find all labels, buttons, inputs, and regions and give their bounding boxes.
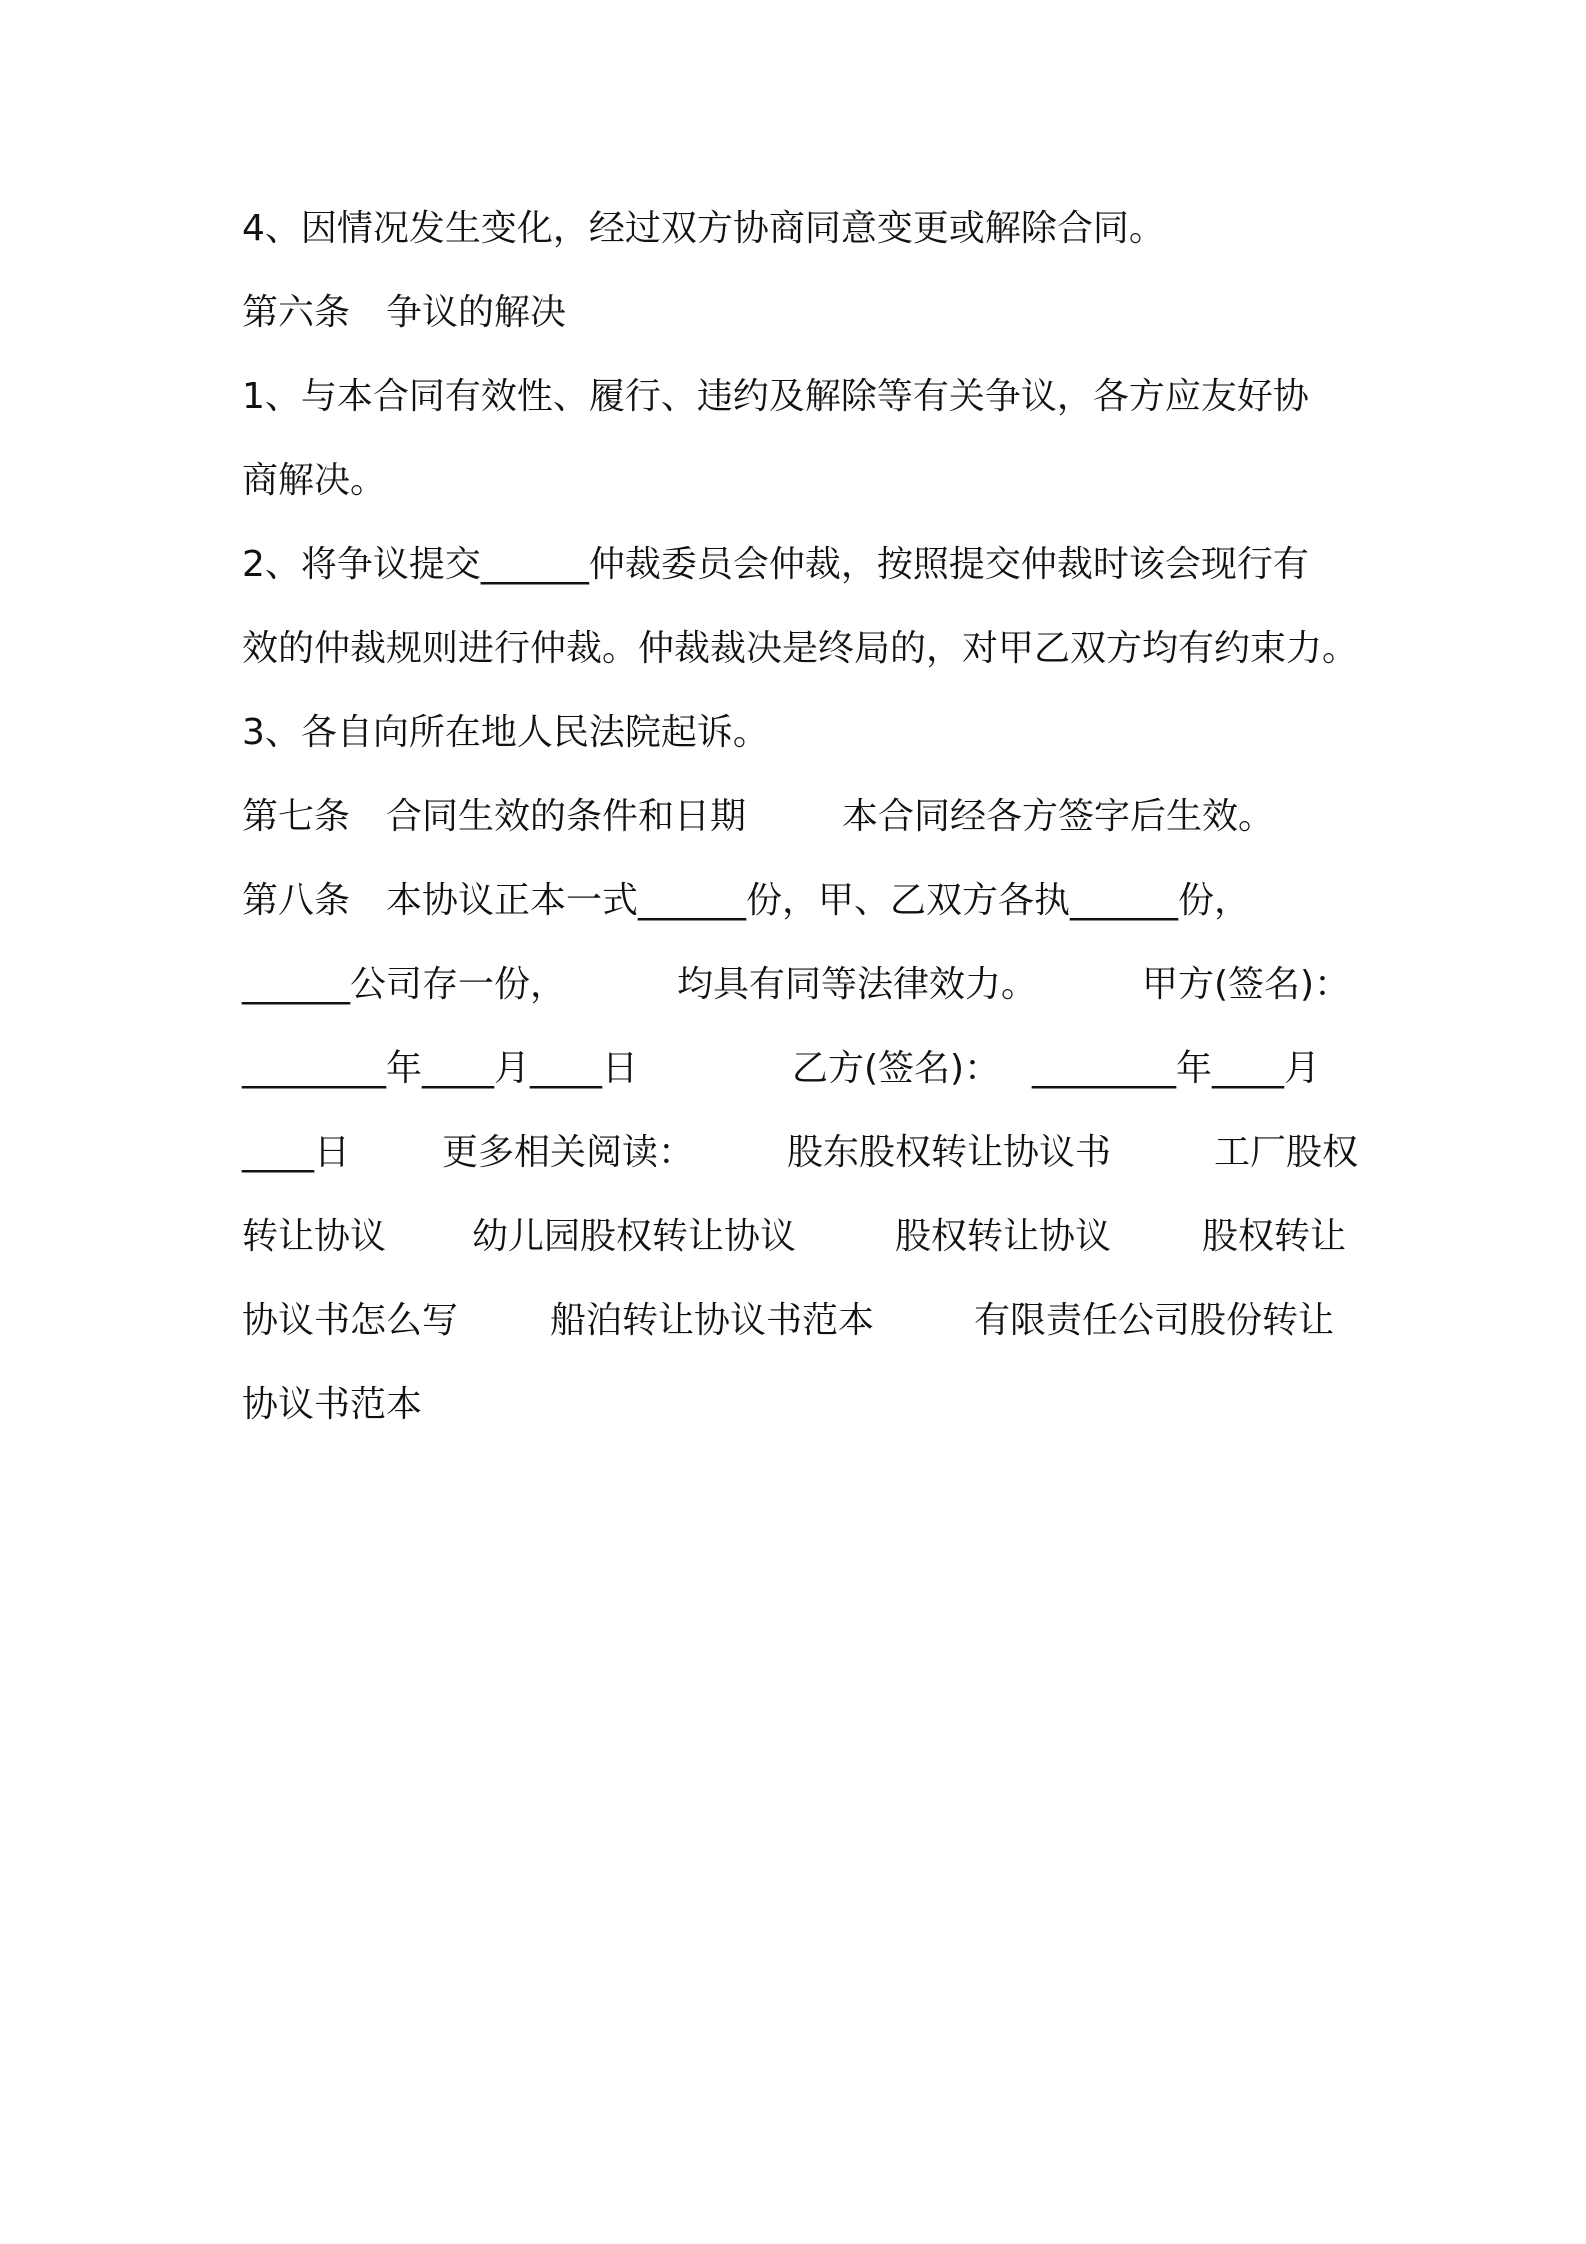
- related-link-6[interactable]: 船泊转让协议书范本: [550, 1300, 875, 1341]
- related-link-5-part1[interactable]: 股权转让: [1202, 1216, 1347, 1257]
- clause8-legal-effect: 均具有同等法律效力。: [677, 964, 1038, 1005]
- related-line1: [242, 1123, 1362, 1183]
- related-link-2-part2[interactable]: 转让协议: [242, 1216, 387, 1257]
- related-link-7-part1[interactable]: 有限责任公司股份转让: [974, 1300, 1335, 1341]
- party-a-date: ________年____月____日: [242, 1048, 638, 1089]
- clause5-item4: 4、因情况发生变化，经过双方协商同意变更或解除合同。: [242, 208, 1165, 249]
- party-b-signature-label: 乙方(签名)：: [792, 1048, 1001, 1089]
- related-line3: [242, 1291, 1362, 1351]
- related-link-2-part1[interactable]: 工厂股权: [1214, 1132, 1359, 1173]
- clause7-text: 本合同经各方签字后生效。: [842, 796, 1275, 837]
- clause6-item1-line1: 1、与本合同有效性、履行、违约及解除等有关争议，各方应友好协: [242, 376, 1309, 417]
- clause8-line1: 第八条 本协议正本一式______份，甲、乙双方各执______份，: [242, 880, 1251, 921]
- related-link-3[interactable]: 幼儿园股权转让协议: [472, 1216, 797, 1257]
- clause6-item2-line2: 效的仲裁规则进行仲裁。仲裁裁决是终局的，对甲乙双方均有约束力。: [242, 628, 1359, 669]
- party-a-signature-label: 甲方(签名)：: [1142, 964, 1351, 1005]
- clause6-item3: 3、各自向所在地人民法院起诉。: [242, 712, 769, 753]
- related-link-7-part2[interactable]: 协议书范本: [242, 1384, 423, 1425]
- clause8-line2: [242, 955, 1362, 1015]
- related-line4: [242, 1375, 1362, 1435]
- party-b-date: ________年____月: [1032, 1048, 1321, 1089]
- signature-line: [242, 1039, 1362, 1099]
- clause6-title: 第六条 争议的解决: [242, 292, 567, 333]
- clause7-line: [242, 787, 1362, 847]
- related-link-4[interactable]: 股权转让协议: [895, 1216, 1112, 1257]
- related-label: 更多相关阅读：: [442, 1132, 695, 1173]
- clause6-item1-line2: 商解决。: [242, 460, 387, 501]
- related-link-5-part2[interactable]: 协议书怎么写: [242, 1300, 459, 1341]
- related-link-1[interactable]: 股东股权转让协议书: [787, 1132, 1112, 1173]
- party-b-date-day: ____日: [242, 1132, 351, 1173]
- clause7-title: 第七条 合同生效的条件和日期: [242, 796, 747, 837]
- clause6-item2-line1: 2、将争议提交______仲裁委员会仲裁，按照提交仲裁时该会现行有: [242, 544, 1309, 585]
- related-line2: [242, 1207, 1362, 1267]
- clause8-company-copy: ______公司存一份，: [242, 964, 567, 1005]
